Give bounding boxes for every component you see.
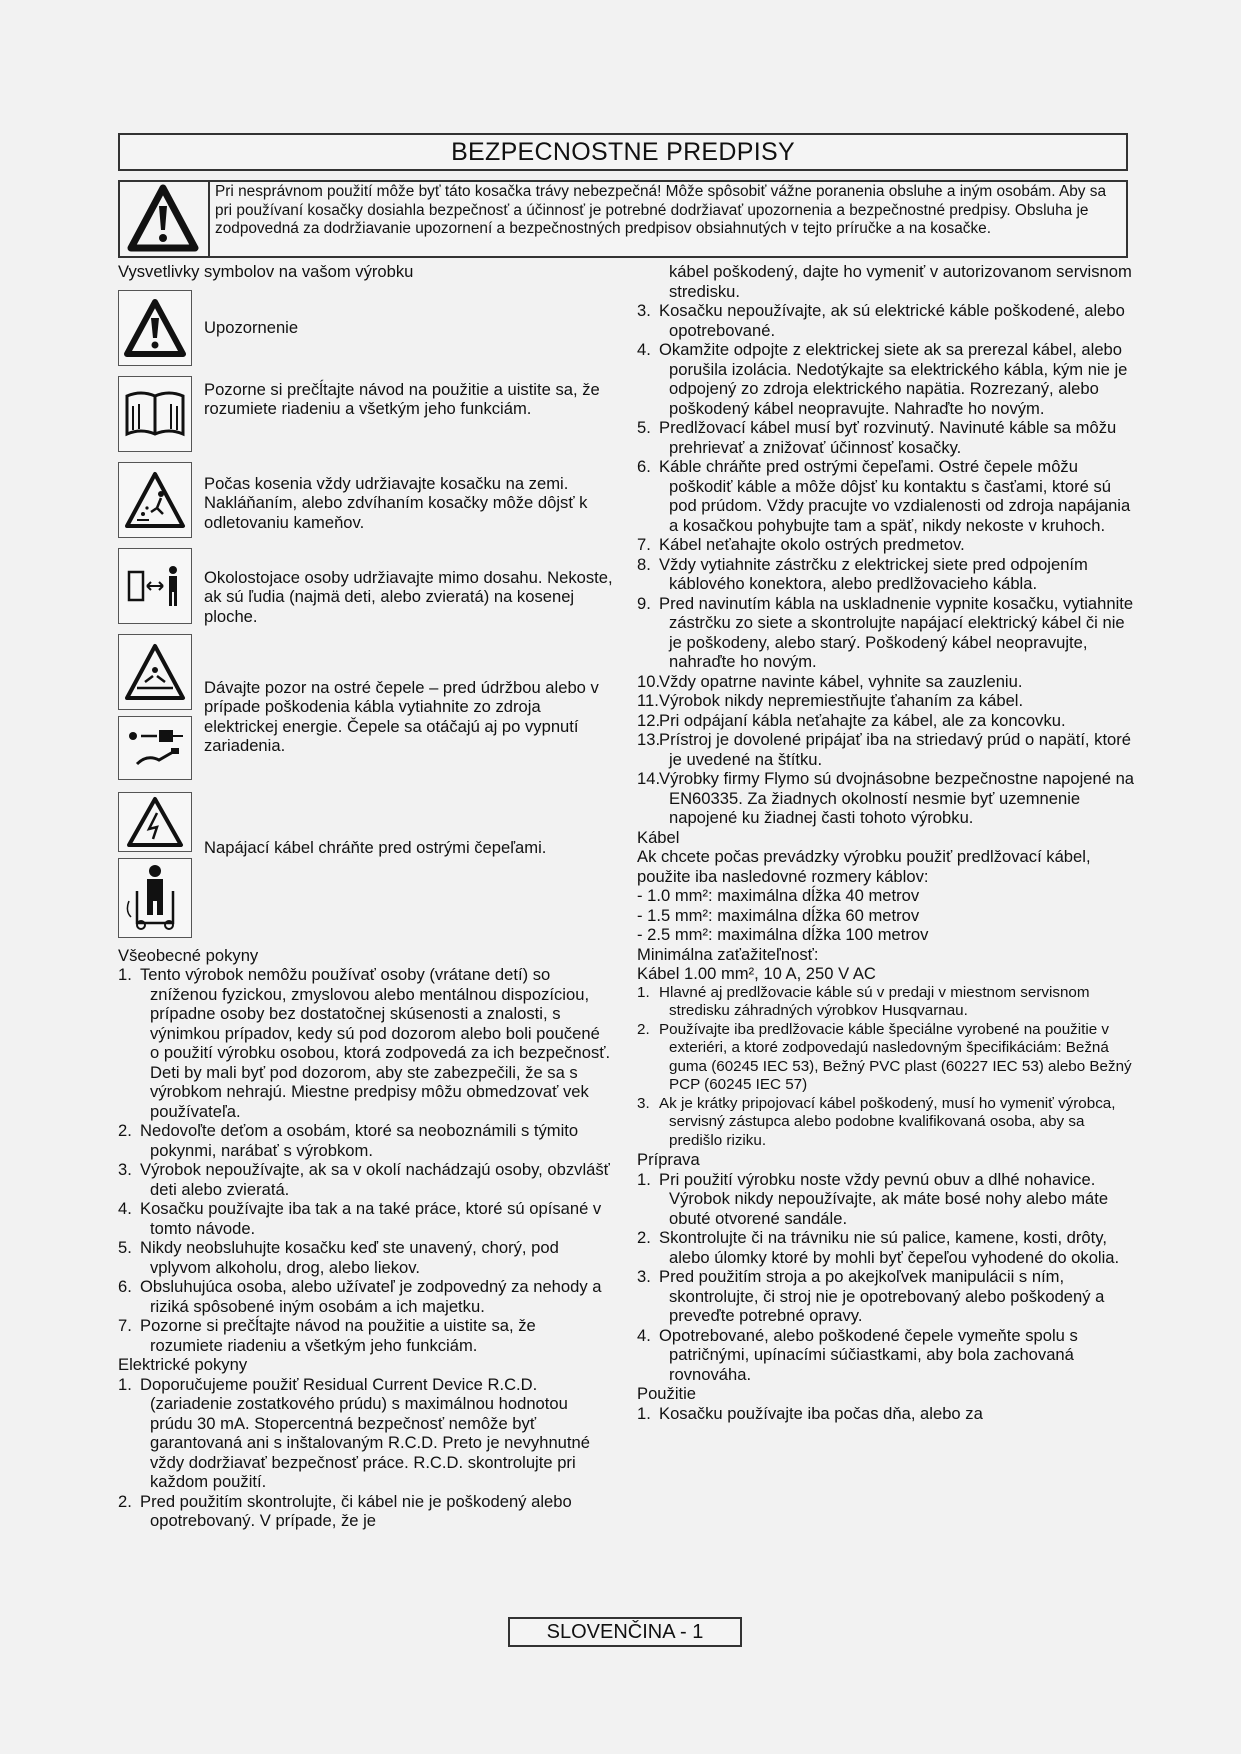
use-heading: Použitie — [637, 1384, 697, 1403]
symbol-row — [118, 290, 613, 370]
cable-size: - 1.5 mm²: maximálna dĺžka 60 metrov — [637, 905, 920, 925]
list-item: 7. Kábel neťahajte okolo ostrých predmetov. — [637, 535, 965, 554]
warning-text: Pri nesprávnom použití môže byť táto kosačka trávy nebezpečná! Môže spôsobiť vážne poranenia obsluhe a iným osobám. Aby sa pri používaní kosačky dosiahla bezpečnosť a účinnosť je potrebné dodržiavať upozornenia a bezpečnostné predpisy. Obsluha je zodpovedná za dodržiavanie upozornení a bezpečnostných predpisov obsiahnutých v tejto príručke a na kosačke. — [215, 183, 1107, 237]
symbol-text: Pozorne si prečĺtajte návod na použitie a uistite sa, že rozumiete riadeniu a všetkým jeho funkciám. — [204, 379, 600, 418]
list-item: 1. Doporučujeme použiť Residual Current Device R.C.D. (zariadenie zostatkového prúdu) s maximálnou hodnotou prúdu 30 mA. Stopercentná bezpečnosť nemôže byť garantovaná ani s inštalovaným R.C.D. Preto je nevyhnutné vždy dodržiavať bezpečnosť práce. R.C.D. skontrolujte pri každom použití. — [118, 1374, 590, 1491]
symbol-text: Počas kosenia vždy udržiavajte kosačku na zemi. Nakláňaním, alebo zdvíhaním kosačky môže dôjsť k odletovaniu kameňov. — [204, 473, 588, 532]
list-item: 3. Kosačku nepoužívajte, ak sú elektrické káble poškodené, alebo opotrebované. — [637, 301, 1125, 340]
page-footer: SLOVENČINA - 1 — [508, 1617, 742, 1647]
symbol-row — [118, 634, 613, 786]
list-item: 9. Pred navinutím kábla na uskladnenie vypnite kosačku, vytiahnite zástrčku zo siete a skontrolujte napájací elektrický kábel či nie je poškodeny, alebo starý. Poškodený kábel neopravujte, nahraďte ho novým. — [637, 593, 1134, 671]
prep-list — [637, 1170, 1137, 1385]
symbols-heading: Vysvetlivky symbolov na vašom výrobku — [118, 262, 414, 281]
left-column — [118, 262, 613, 1531]
electric-list — [118, 1375, 613, 1531]
list-item: 1. Pri použití výrobku noste vždy pevnú obuv a dlhé nohavice. Výrobok nikdy nepoužívajte, ak máte bosé nohy alebo máte obuté otvorené sandále. — [637, 1169, 1109, 1228]
list-item: 4. Okamžite odpojte z elektrickej siete ak sa prerezal kábel, alebo porušila izolácia. Nedotýkajte sa elektrického kábla, kým nie je odpojený zo zdroja elektrického napätia. Rozrezaný, alebo poškodený kábel neopravujte. Nahraďte ho novým. — [637, 340, 1128, 418]
list-item: 2. Nedovoľte deťom a osobám, ktoré sa neoboznámili s týmito pokynmi, narábať s výrobkom. — [118, 1121, 579, 1160]
prep-heading: Príprava — [637, 1150, 700, 1169]
list-item: 6. Obsluhujúca osoba, alebo užívateľ je zodpovedný za nehody a riziká spôsobené iným osobám a ich majetku. — [118, 1277, 602, 1316]
list-item: 2. Pred použitím skontrolujte, či kábel nie je poškodený alebo opotrebovaný. V prípade, že je — [118, 1491, 572, 1530]
load-heading: Minimálna zaťažiteľnosť: — [637, 944, 819, 964]
sharp-blades-icon — [123, 642, 187, 702]
electric-list-continued — [637, 301, 1137, 828]
warning-icon-cell — [120, 182, 210, 256]
list-item: 2. Skontrolujte či na trávniku nie sú palice, kamene, kosti, drôty, alebo úlomky ktoré by mohli byť čepeľou vyhodené do okolia. — [637, 1228, 1120, 1267]
list-item: 3. Výrobok nepoužívajte, ak sa v okolí nachádzajú osoby, obzvlášť deti alebo zvieratá. — [118, 1160, 610, 1199]
list-item: 3. Ak je krátky pripojovací kábel poškodený, musí ho vymeniť výrobca, servisný zástupca alebo podobne kvalifikovaná osoba, aby sa predišlo riziku. — [637, 1094, 1116, 1149]
list-item: 14. Výrobky firmy Flymo sú dvojnásobne bezpečnostne napojené na EN60335. Za žiadnych okolností nesmie byť uzemnenie napojené ku žiadnej časti tohoto výrobku. — [637, 769, 1135, 827]
symbol-text: Upozornenie — [204, 317, 299, 337]
symbol-row — [118, 376, 613, 456]
list-item: 1. Kosačku používajte iba počas dňa, alebo za — [637, 1403, 983, 1423]
warning-triangle-icon — [123, 298, 187, 358]
keep-distance-icon — [123, 558, 187, 614]
symbol-text: Okolostojace osoby udržiavajte mimo dosahu. Nekoste, ak sú ľudia (najmä deti, alebo zvieratá) na kosenej ploche. — [204, 567, 613, 626]
cable-size: - 1.0 mm²: maximálna dĺžka 40 metrov — [637, 886, 920, 905]
electric-hazard-icon — [125, 795, 185, 849]
safety-warning-box — [118, 180, 1128, 258]
symbol-row — [118, 792, 613, 940]
flying-stones-icon — [123, 470, 187, 530]
list-item: 1. Hlavné aj predlžovacie káble sú v predaji v miestnom servisnom stredisku záhradných výrobkov Husqvarnau. — [637, 983, 1090, 1019]
list-item: 4. Kosačku používajte iba tak a na také práce, ktoré sú opísané v tomto návode. — [118, 1199, 602, 1238]
mower-operator-icon — [123, 861, 187, 935]
cable-intro: Ak chcete počas prevádzky výrobku použiť predlžovací kábel, použite iba nasledovné rozmery káblov: — [637, 847, 1091, 886]
manual-book-icon — [123, 386, 187, 442]
general-heading: Všeobecné pokyny — [118, 945, 259, 965]
warning-triangle-icon — [127, 184, 199, 254]
list-item: 11. Výrobok nikdy nepremiestňujte ťahaním za kábel. — [637, 691, 1024, 710]
list-item: 12. Pri odpájaní kábla neťahajte za kábel, ale za koncovku. — [637, 710, 1066, 730]
list-item: 7. Pozorne si prečĺtajte návod na použitie a uistite sa, že rozumiete riadeniu a všetkým jeho funkciám. — [118, 1316, 536, 1355]
page-title: BEZPECNOSTNE PREDPISY — [118, 133, 1128, 171]
symbol-row — [118, 462, 613, 542]
list-item: 10. Vždy opatrne navinte kábel, vyhnite sa zauzleniu. — [637, 671, 1023, 691]
right-column — [637, 262, 1137, 1423]
electric-heading: Elektrické pokyny — [118, 1355, 248, 1374]
symbol-text: Dávajte pozor na ostré čepele – pred údržbou alebo v prípade poškodenia kábla vytiahnite zo zdroja elektrickej energie. Čepele sa otáčajú aj po vypnutí zariadenia. — [204, 677, 599, 755]
list-item: 5. Predlžovací kábel musí byť rozvinutý. Navinuté káble sa môžu prehrievať a znižovať účinnosť kosačky. — [637, 418, 1117, 457]
symbol-text: Napájací kábel chráňte pred ostrými čepeľami. — [204, 837, 547, 857]
continuation-text: kábel poškodený, dajte ho vymeniť v autorizovanom servisnom stredisku. — [669, 262, 1132, 301]
symbol-row — [118, 548, 613, 628]
list-item: 8. Vždy vytiahnite zástrčku z elektrickej siete pred odpojením káblového konektora, alebo predlžovacieho kábla. — [637, 554, 1088, 593]
list-item: 1. Tento výrobok nemôžu používať osoby (vrátane detí) so zníženou fyzickou, zmyslovou alebo mentálnou dispozíciou, prípadne osoby bez dostatočnej skúsenosti a znalosti, s výnimkou prípadov, kedy sú pod dozorom alebo boli poučené o použití výrobku osobou, ktorá zodpovedá za ich bezpečnosť. Deti by mali byť pod dozorom, aby ste zabezpečili, že sa s výrobkom nehrajú. Miestne predpisy môžu obmedzovať vek používateľa. — [118, 965, 611, 1121]
load-value: Kábel 1.00 mm², 10 A, 250 V AC — [637, 964, 876, 983]
list-item: 6. Káble chráňte pred ostrými čepeľami. Ostré čepele môžu poškodiť káble a môže dôjsť ku kontaktu s časťami, ktoré sú pod prúdom. Vždy pracujte vo vzdialenosti od zdroja napájania a kosačkou pohybujte tam a späť, nikdy nekoste v kruhoch. — [637, 457, 1131, 535]
general-list — [118, 965, 613, 1355]
list-item: 4. Opotrebované, alebo poškodené čepele vymeňte spolu s patričnými, upínacími súčiastkami, aby bola zachovaná rovnováha. — [637, 1325, 1078, 1384]
list-item: 5. Nikdy neobsluhujte kosačku keď ste unavený, chorý, pod vplyvom alkoholu, drog, alebo liekov. — [118, 1238, 559, 1277]
cable-size: - 2.5 mm²: maximálna dĺžka 100 metrov — [637, 925, 929, 944]
cable-list — [637, 984, 1137, 1151]
cable-heading: Kábel — [637, 827, 680, 847]
list-item: 13. Prístroj je dovolené pripájať iba na striedavý prúd o napätí, ktoré je uvedené na štítku. — [637, 730, 1132, 769]
list-item: 3. Pred použitím stroja a po akejkoľvek manipulácii s ním, skontrolujte, či stroj nie je opotrebovaný alebo poškodený a preveďte potrebné opravy. — [637, 1267, 1105, 1325]
use-list — [637, 1404, 1137, 1424]
list-item: 2. Používajte iba predlžovacie káble špeciálne vyrobené na použitie v exteriéri, a ktoré zodpovedajú nasledovným špecifikáciám: Bežná guma (60245 IEC 53), Bežný PVC plast (60227 IEC 53) alebo Bežný PCP (60245 IEC 57) — [637, 1020, 1132, 1093]
unplug-icon — [123, 720, 187, 776]
